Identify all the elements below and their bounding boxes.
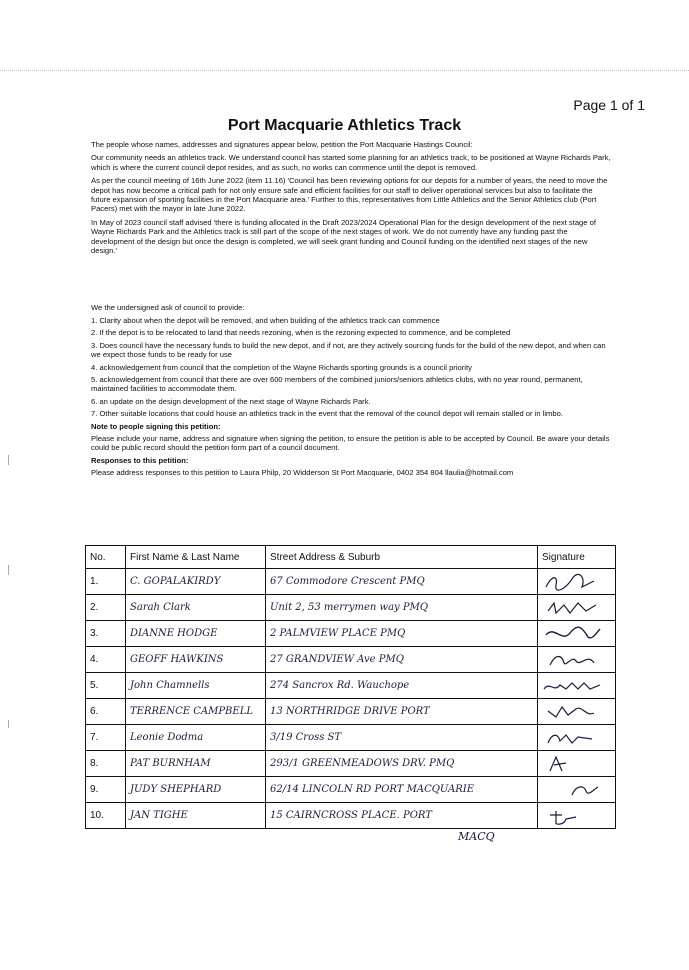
- signature-cell: [538, 725, 616, 751]
- header-signature: Signature: [538, 546, 616, 569]
- signature-scribble: [542, 651, 602, 669]
- petition-title: Port Macquarie Athletics Track: [227, 117, 462, 134]
- signer-name: Leonie Dodma: [126, 725, 266, 751]
- table-row: [86, 803, 616, 829]
- signature-cell: [538, 595, 616, 621]
- page-number: Page 1 of 1: [573, 97, 645, 113]
- paragraph-3: In May of 2023 council staff advised 'there is funding allocated in the Draft 2023/2024 Operational Plan for the design development of the next stage of Wayne Richards Park and the Athletics track is still part of the scope of the next stages of work. We do not currently have any funding past the development of the design but once the design is completed, we will seek grant funding and Council funding on the identified next stages of the new design.': [91, 217, 596, 256]
- signature-cell: [538, 647, 616, 673]
- table-row: [86, 595, 616, 621]
- table-header-row: [86, 546, 616, 569]
- signer-address: 274 Sancrox Rd. Wauchope: [266, 673, 538, 699]
- signature-cell: [538, 621, 616, 647]
- signer-address: Unit 2, 53 merrymen way PMQ: [266, 595, 538, 621]
- signature-table: [85, 545, 616, 829]
- scan-mark: [8, 720, 9, 728]
- signer-address: 2 PALMVIEW PLACE PMQ: [266, 621, 538, 647]
- scan-mark: [8, 455, 9, 465]
- signer-name: C. GOPALAKIRDY: [126, 569, 266, 595]
- signer-name: Sarah Clark: [126, 595, 266, 621]
- table-row: [86, 751, 616, 777]
- signature-cell: [538, 673, 616, 699]
- responses-text: Please address responses to this petition to Laura Philp, 20 Widderson St Port Macquarie, 0402 354 804 llaulia@hotmail.com: [91, 468, 514, 478]
- ask-item: 5. acknowledgement from council that there are over 600 members of the combined juniors/seniors athletics clubs, with no year round, permanent, maintained facilities to accommodate them.: [91, 374, 583, 394]
- ask-item: 7. Other suitable locations that could house an athletics track in the event that the removal of the council depot will remain stalled or in limbo.: [91, 409, 563, 419]
- signature-scribble: [542, 729, 602, 747]
- signer-name: JUDY SHEPHARD: [126, 777, 266, 803]
- signature-scribble: [542, 781, 602, 799]
- signer-address: 67 Commodore Crescent PMQ: [266, 569, 538, 595]
- ask-intro: We the undersigned ask of council to provide:: [91, 303, 245, 313]
- signature-cell: [538, 777, 616, 803]
- row-number: 5.: [86, 673, 126, 699]
- row-number: 1.: [86, 569, 126, 595]
- scan-artifact-line: [0, 70, 689, 81]
- scan-mark: [8, 565, 9, 575]
- row-number: 4.: [86, 647, 126, 673]
- signature-scribble: [542, 807, 602, 825]
- row-number: 8.: [86, 751, 126, 777]
- table-row: [86, 725, 616, 751]
- row-number: 3.: [86, 621, 126, 647]
- intro-text: The people whose names, addresses and signatures appear below, petition the Port Macquarie Hastings Council:: [91, 140, 473, 149]
- note-text: Please include your name, address and signature when signing the petition, to ensure the petition is able to be accepted by Council. Be aware your details could be public record should the petition form part of a council document.: [91, 433, 610, 453]
- signature-cell: [538, 699, 616, 725]
- table-row: [86, 777, 616, 803]
- row-number: 7.: [86, 725, 126, 751]
- signer-address: 62/14 LINCOLN RD PORT MACQUARIE: [266, 777, 538, 803]
- header-name: First Name & Last Name: [126, 546, 266, 569]
- row-number: 2.: [86, 595, 126, 621]
- table-row: [86, 699, 616, 725]
- ask-item: 2. If the depot is to be relocated to land that needs rezoning, when is the rezoning expected to commence, and be completed: [91, 328, 511, 338]
- signer-name: TERRENCE CAMPBELL: [126, 699, 266, 725]
- signature-scribble: [542, 703, 602, 721]
- responses-heading: Responses to this petition:: [91, 455, 189, 465]
- signer-address: 13 NORTHRIDGE DRIVE PORT: [266, 699, 538, 725]
- signer-name: JAN TIGHE: [126, 803, 266, 829]
- signer-name: John Chamnells: [126, 673, 266, 699]
- row-number: 6.: [86, 699, 126, 725]
- petition-body: [91, 140, 611, 481]
- header-address: Street Address & Suburb: [266, 546, 538, 569]
- signer-name: GEOFF HAWKINS: [126, 647, 266, 673]
- ask-item: 3. Does council have the necessary funds to build the new depot, and if not, are they actively sourcing funds for the build of the new depot, and when can we expect those funds to be ready for use: [91, 340, 606, 360]
- table-row: [86, 621, 616, 647]
- signature-cell: [538, 751, 616, 777]
- table-row: [86, 673, 616, 699]
- signature-scribble: [542, 755, 602, 773]
- header-number: No.: [86, 546, 126, 569]
- ask-item: 1. Clarity about when the depot will be removed, and when building of the athletics track can commence: [91, 315, 440, 325]
- table-row: [86, 647, 616, 673]
- signature-cell: [538, 803, 616, 829]
- signer-address: 293/1 GREENMEADOWS DRV. PMQ: [266, 751, 538, 777]
- signature-scribble: [542, 573, 602, 591]
- paragraph-1: Our community needs an athletics track. We understand council has started some planning for an athletics track, to be positioned at Wayne Richards Park, which is where the current council depot resides, and as such, no works can commence until the depot is removed.: [91, 153, 611, 172]
- signature-scribble: [542, 625, 602, 643]
- address-overflow-note: MACQ: [458, 830, 495, 843]
- signer-address: 15 CAIRNCROSS PLACE. PORT: [266, 803, 538, 829]
- signer-address: 27 GRANDVIEW Ave PMQ: [266, 647, 538, 673]
- table-row: [86, 569, 616, 595]
- note-heading: Note to people signing this petition:: [91, 421, 221, 431]
- ask-item: 6. an update on the design development of the next stage of Wayne Richards Park.: [91, 396, 371, 406]
- signature-cell: [538, 569, 616, 595]
- ask-item: 4. acknowledgement from council that the completion of the Wayne Richards sporting grounds is a council priority: [91, 362, 472, 372]
- row-number: 10.: [86, 803, 126, 829]
- paragraph-2: As per the council meeting of 16th June 2022 (item 11.16) 'Council has been reviewing options for our depots for a number of years, the need to move the depot has now become a critical path for not only ensure safe and efficient facilities for our staff to deliver operational services but also to facilitate the future expansion of sporting facilities in the Port Macquarie area.' Further to this, representatives from Little Athletics and the Senior Athletics club (Port Pacers) met with the mayor in late June 2022.: [91, 176, 608, 214]
- row-number: 9.: [86, 777, 126, 803]
- signer-address: 3/19 Cross ST: [266, 725, 538, 751]
- signer-name: PAT BURNHAM: [126, 751, 266, 777]
- signer-name: DIANNE HODGE: [126, 621, 266, 647]
- signature-scribble: [542, 599, 602, 617]
- signature-scribble: [542, 677, 602, 695]
